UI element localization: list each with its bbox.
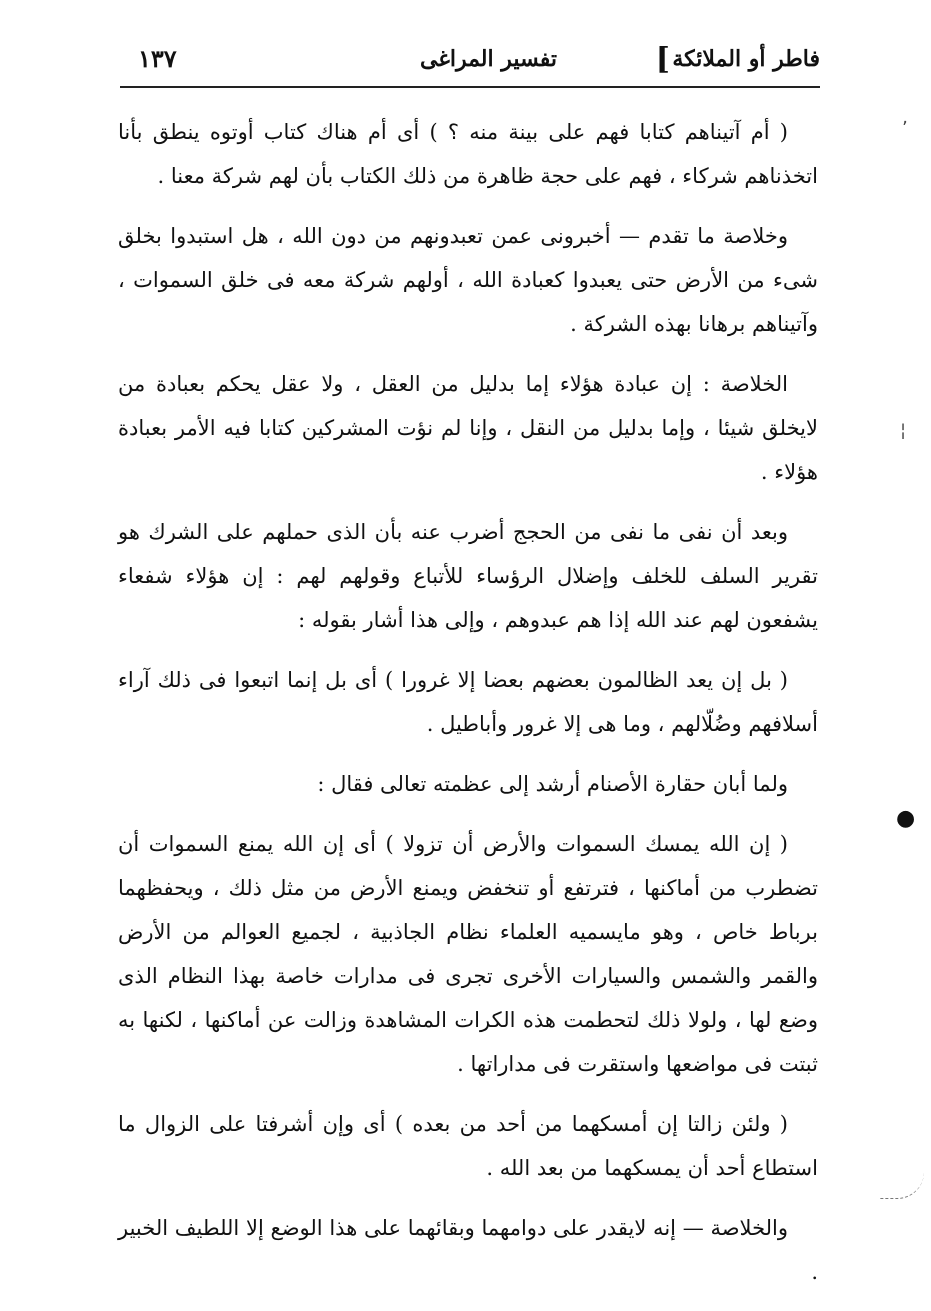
book-title: تفسير المراغى [420,46,557,72]
paragraph-verse-kitab: ( أم آتيناهم كتابا فهم على بينة منه ؟ ) أى أم هناك كتاب أوتوه ينطق بأنا اتخذناهم شركاء ، فهم على حجة ظاهرة من ذلك الكتاب بأن لهم شركة معنا . [118,120,818,188]
margin-dot: ● [896,806,916,831]
paragraph-final-summary: والخلاصة — إنه لايقدر على دوامهما وبقائهما على هذا الوضع إلا اللطيف الخبير . [118,1216,818,1284]
margin-mark: ٬ [902,118,908,139]
page-number: ١٣٧ [138,44,177,73]
margin-scribble [880,1172,924,1199]
paragraph-summary-proof: وخلاصة ما تقدم — أخبرونى عمن تعبدونهم من دون الله ، هل استبدوا بخلق شىء من الأرض حتى يعبدوا كعبادة الله ، أولهم شركة معه فى خلق السموات ، وآتيناهم برهانا بهذه الشركة . [118,224,818,336]
paragraph-verse-heavens: ( إن الله يمسك السموات والأرض أن تزولا ) أى إن الله يمنع السموات أن تضطرب من أماكنها ، فترتفع أو تنخفض ويمنع الأرض من مثل ذلك ، ويحفظهما برباط خاص ، وهو مايسميه العلماء نظام الجاذبية ، لجميع العوالم من الأرض والقمر والشمس والسيارات الأخرى تجرى فى مدارات خاصة بهذا النظام الذى وضع لها ، ولولا ذلك لتحطمت هذه الكرات المشاهدة وزالت عن أماكنها ، لكنها به ثبتت فى مواضعها واستقرت فى مداراتها . [118,832,818,1076]
paragraph-verse-ghurur: ( بل إن يعد الظالمون بعضهم بعضا إلا غرورا ) أى بل إنما اتبعوا فى ذلك آراء أسلافهم وضُلّالهم ، وما هى إلا غرور وأباطيل . [118,668,818,736]
surah-title: فاطر أو الملائكة [672,46,820,72]
paragraph-misguidance: وبعد أن نفى ما نفى من الحجج أضرب عنه بأن الذى حملهم على الشرك هو تقرير السلف للخلف وإضلال الرؤساء للأتباع وقولهم لهم : إن هؤلاء شفعاء يشفعون لهم عند الله إذا هم عبدوهم ، وإلى هذا أشار بقوله : [118,520,818,632]
header-bracket: ] [655,42,670,77]
header-rule [120,86,820,88]
page-body [118,110,818,1310]
paragraph-greatness: ولما أبان حقارة الأصنام أرشد إلى عظمته تعالى فقال : [317,772,788,796]
page-header [120,42,820,84]
margin-mark: ¦ [900,420,907,441]
paragraph-conclusion-worship: الخلاصة : إن عبادة هؤلاء إما بدليل من العقل ، ولا عقل يحكم بعبادة من لايخلق شيئا ، وإما بدليل من النقل ، وإنا لم نؤت المشركين كتابا فيه الأمر بعبادة هؤلاء . [118,372,818,484]
paragraph-verse-zawal: ( ولئن زالتا إن أمسكهما من أحد من بعده ) أى وإن أشرفتا على الزوال ما استطاع أحد أن يمسكهما من بعد الله . [118,1112,818,1180]
